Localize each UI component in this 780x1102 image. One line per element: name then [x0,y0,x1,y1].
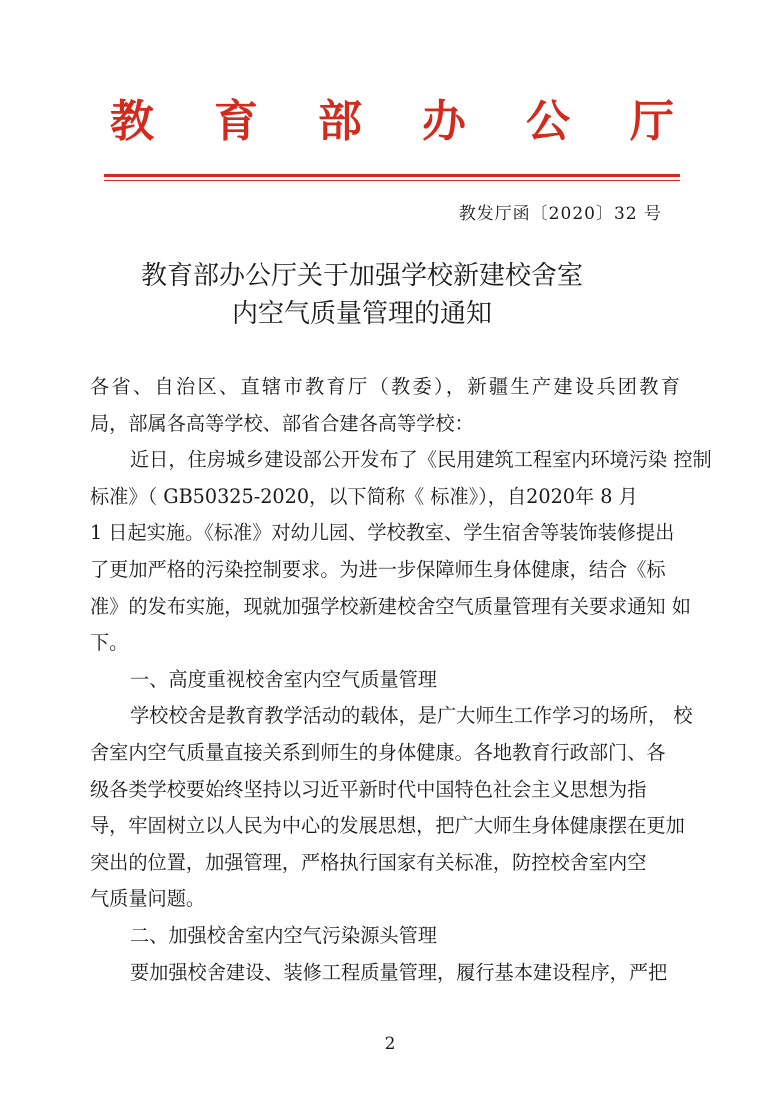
masthead-char: 厅 [630,96,674,147]
body-line: 各省、自治区、直辖市教育厅（教委），新疆生产建设兵团教育 [90,375,680,398]
document-title-line-1: 教育部办公厅关于加强学校新建校舍室 [140,261,583,291]
body-line: 近日，住房城乡建设部公开发布了《民用建筑工程室内环境污染 控制 [130,448,712,472]
masthead-char: 教 [110,96,154,147]
masthead-char: 办 [422,96,466,147]
body-line: 学校校舍是教育教学活动的载体，是广大师生工作学习的场所， 校 [130,704,693,728]
masthead-char: 部 [318,96,362,147]
body-line: 舍室内空气质量直接关系到师生的身体健康。各地教育行政部门、各 [90,740,666,764]
body-line: 局，部属各高等学校、部省合建各高等学校： [90,411,474,435]
section-heading-2: 二、加强校舍室内空气污染源头管理 [130,923,437,947]
document-title-line-2: 内空气质量管理的通知 [231,299,492,329]
masthead-rule-thick [104,174,680,177]
document-body [90,369,712,991]
masthead-rule-thin [104,180,680,181]
body-line: 导，牢固树立以人民为中心的发展思想，把广大师生身体健康摆在更加 [90,814,685,838]
body-line: 标准》（ GB50325-2020，以下简称《 标准》），自2020年 8 月 [90,484,638,508]
body-line: 突出的位置，加强管理，严格执行国家有关标准，防控校舍室内空 [90,850,647,874]
body-line: 准》的发布实施，现就加强学校新建校舍空气质量管理有关要求通知 如 [90,594,691,618]
masthead [104,96,680,147]
body-line: 要加强校舍建设、装修工程质量管理，履行基本建设程序，严把 [130,960,668,984]
section-heading-1: 一、高度重视校舍室内空气质量管理 [130,667,437,691]
masthead-char: 公 [526,96,570,147]
body-line: 级各类学校要始终坚持以习近平新时代中国特色社会主义思想为指 [90,777,647,801]
body-line: 1 日起实施。《标准》对幼儿园、学校教室、学生宿舍等装饰装修提出 [90,521,675,545]
page-number: 2 [384,1034,396,1054]
body-line: 气质量问题。 [90,887,206,911]
masthead-char: 育 [214,96,258,147]
document-number: 教发厅函〔2020〕32 号 [458,204,662,224]
body-line: 了更加严格的污染控制要求。为进一步保障师生身体健康，结合《标 [90,557,666,581]
body-line: 下。 [90,631,129,655]
